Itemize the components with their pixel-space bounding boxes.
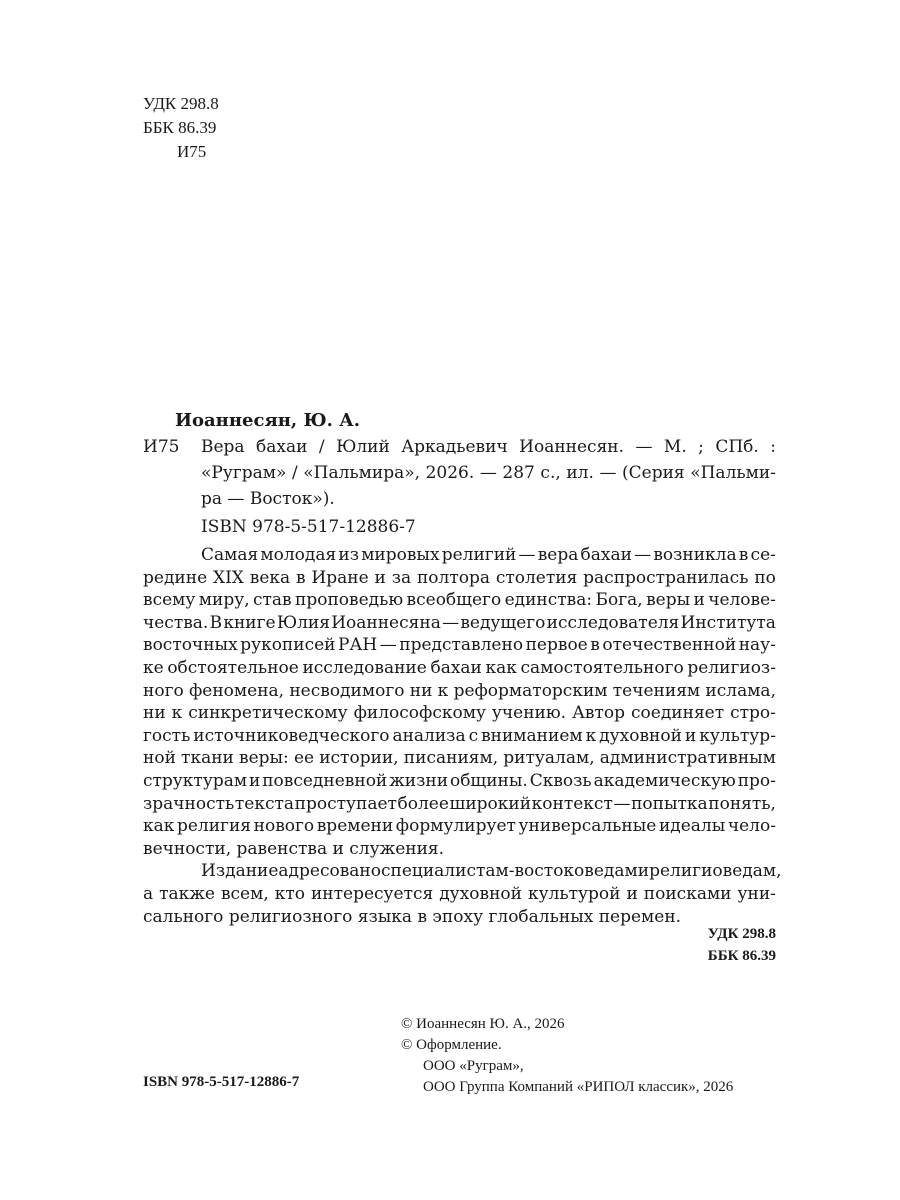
text-line: ке обстоятельное исследование бахаи как самостоятельного религиоз-: [143, 657, 776, 678]
author-sign: И75: [177, 142, 207, 161]
entry-code: И75: [143, 437, 180, 457]
bibliographic-entry: [143, 434, 776, 512]
text-line: всему миру, став проповедью всеобщего единства: Бога, веры и челове-: [143, 590, 776, 611]
copyright-publisher-2: ООО Группа Компаний «РИПОЛ классик», 2026: [423, 1079, 734, 1095]
text-line: чества. В книге Юлия Иоаннесяна — ведущего исследователя Института: [143, 612, 776, 633]
abstract: [143, 544, 782, 928]
udk-code: УДК 298.8: [143, 94, 219, 113]
text-line: Самая молодая из мировых религий — вера бахаи — возникла в се-: [201, 545, 776, 565]
classification-top: [143, 92, 219, 164]
isbn-bottom: ISBN 978-5-517-12886-7: [143, 1074, 300, 1090]
abstract-paragraph-1: [143, 544, 776, 860]
copyright-publisher-1: ООО «Руграм»,: [423, 1058, 524, 1074]
text-line: Издание адресовано специалистам-востоковедам и религиоведам,: [201, 861, 782, 882]
udk-code-bottom: УДК 298.8: [707, 926, 776, 942]
text-line: вечности, равенства и служения.: [143, 838, 445, 859]
text-line: ра — Восток»).: [201, 489, 335, 509]
text-line: редине XIX века в Иране и за полтора столетия распространилась по: [143, 567, 776, 588]
text-line: гость источниковедческого анализа с вниманием к духовной и культур-: [143, 725, 776, 746]
bibliographic-description: [201, 434, 776, 512]
copyright-design: © Оформление.: [401, 1037, 502, 1053]
text-line: сального религиозного языка в эпоху глобальных перемен.: [143, 906, 682, 927]
isbn-line: ISBN 978-5-517-12886-7: [201, 517, 416, 537]
copyright-author: © Иоаннесян Ю. А., 2026: [401, 1016, 565, 1032]
text-line: зрачность текста проступает более широкий контекст — попытка понять,: [143, 793, 776, 814]
copyright-block: [401, 1014, 733, 1098]
bbk-code-bottom: ББК 86.39: [707, 948, 776, 964]
text-line: а также всем, кто интересуется духовной культурой и поисками уни-: [143, 883, 776, 904]
author-heading: Иоаннесян, Ю. А.: [175, 410, 361, 431]
bbk-code: ББК 86.39: [143, 118, 217, 137]
catalog-card: [143, 408, 782, 928]
text-line: ной ткани веры: ее истории, писаниям, ритуалам, административным: [143, 748, 776, 769]
text-line: структурам и повседневной жизни общины. Сквозь академическую про-: [143, 770, 776, 791]
text-line: как религия нового времени формулирует универсальные идеалы чело-: [143, 816, 776, 837]
text-line: восточных рукописей РАН — представлено первое в отечественной нау-: [143, 635, 776, 656]
text-line: ного феномена, несводимого ни к реформаторским течениям ислама,: [143, 680, 776, 701]
abstract-paragraph-2: [143, 860, 782, 928]
classification-bottom: [650, 923, 776, 967]
text-line: ни к синкретическому философскому учению. Автор соединяет стро-: [143, 703, 776, 724]
text-line: «Руграм» / «Пальмира», 2026. — 287 с., ил. — (Серия «Пальми-: [201, 463, 776, 483]
text-line: Вера бахаи / Юлий Аркадьевич Иоаннесян. — М. ; СПб. :: [201, 437, 776, 457]
